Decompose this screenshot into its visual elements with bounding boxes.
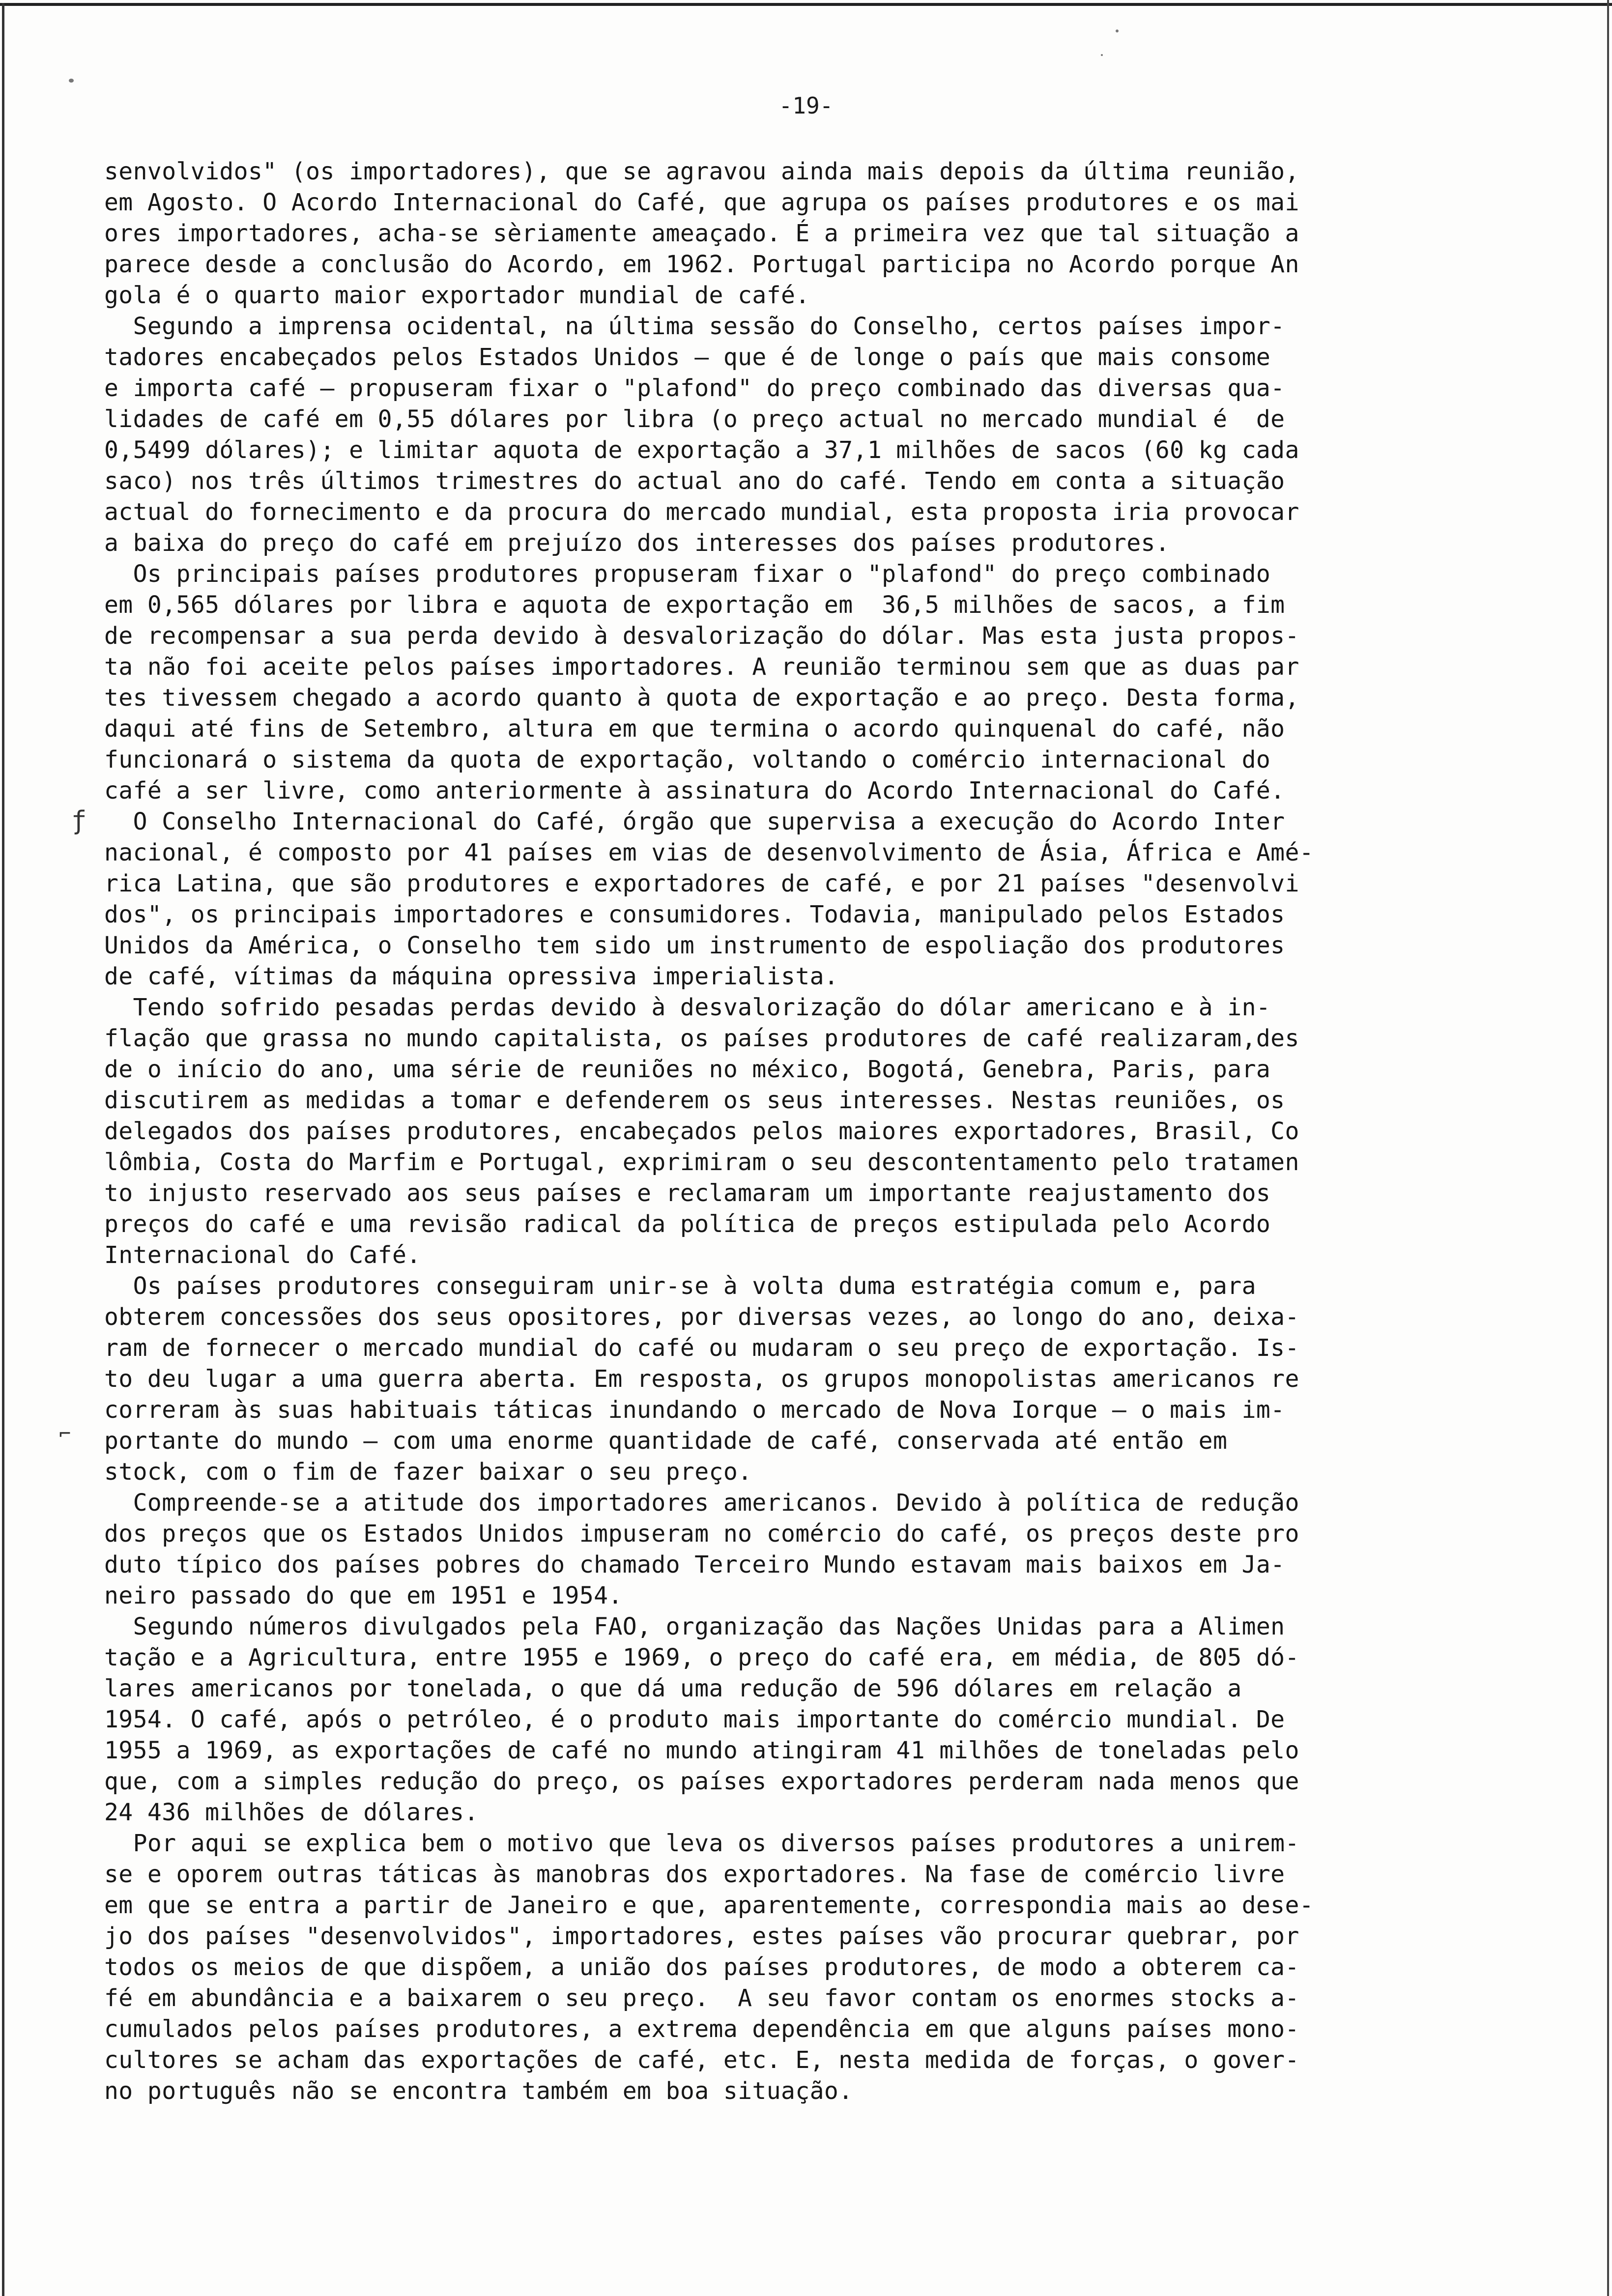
text-line: jo dos países "desenvolvidos", importadores, estes países vão procurar quebrar, por [104,1923,1299,1950]
text-line: tação e a Agricultura, entre 1955 e 1969, o preço do café era, em média, de 805 dó- [104,1644,1299,1671]
text-line: O Conselho Internacional do Café, órgão que supervisa a execução do Acordo Inter [104,808,1285,835]
text-line: de o início do ano, uma série de reuniões no méxico, Bogotá, Genebra, Paris, para [104,1056,1271,1083]
scan-speck [1101,54,1103,56]
text-line: café a ser livre, como anteriormente à assinatura do Acordo Internacional do Café. [104,777,1285,804]
text-line: em 0,565 dólares por libra e aquota de exportação em 36,5 milhões de sacos, a fim [104,591,1285,619]
text-line: Segundo a imprensa ocidental, na última sessão do Conselho, certos países impor- [104,313,1285,340]
text-line: discutirem as medidas a tomar e defenderem os seus interesses. Nestas reuniões, os [104,1087,1285,1114]
text-line: actual do fornecimento e da procura do mercado mundial, esta proposta iria provocar [104,498,1299,526]
text-line: Tendo sofrido pesadas perdas devido à desvalorização do dólar americano e à in- [104,994,1271,1021]
text-line: flação que grassa no mundo capitalista, os países produtores de café realizaram,des [104,1025,1299,1052]
text-line: todos os meios de que dispõem, a união dos países produtores, de modo a obterem ca- [104,1953,1299,1981]
text-line: dos preços que os Estados Unidos impuseram no comércio do café, os preços deste pro [104,1520,1299,1548]
text-line: 0,5499 dólares); e limitar aquota de exportação a 37,1 milhões de sacos (60 kg cada [104,436,1299,464]
margin-mark-left: ƒ [71,806,87,835]
text-line: 1955 a 1969, as exportações de café no mundo atingiram 41 milhões de toneladas pelo [104,1737,1299,1764]
scan-speck [69,79,74,83]
page-number: -19- [778,92,834,119]
text-line: que, com a simples redução do preço, os países exportadores perderam nada menos que [104,1768,1299,1795]
text-line: duto típico dos países pobres do chamado Terceiro Mundo estavam mais baixos em Ja- [104,1551,1285,1578]
text-line: 24 436 milhões de dólares. [104,1799,479,1826]
text-line: stock, com o fim de fazer baixar o seu preço. [104,1458,752,1486]
text-line: Os principais países produtores propuseram fixar o "plafond" do preço combinado [104,560,1271,588]
text-line: 1954. O café, após o petróleo, é o produto mais importante do comércio mundial. De [104,1706,1285,1733]
text-line: ores importadores, acha-se sèriamente ameaçado. É a primeira vez que tal situação a [104,220,1299,247]
text-line: Segundo números divulgados pela FAO, organização das Nações Unidas para a Alimen [104,1613,1285,1640]
text-line: ram de fornecer o mercado mundial do café ou mudaram o seu preço de exportação. Is- [104,1334,1299,1362]
text-line: lômbia, Costa do Marfim e Portugal, exprimiram o seu descontentamento pelo tratamen [104,1148,1299,1176]
text-line: to deu lugar a uma guerra aberta. Em resposta, os grupos monopolistas americanos re [104,1365,1299,1393]
text-line: no português não se encontra também em boa situação. [104,2077,853,2105]
text-line: de recompensar a sua perda devido à desvalorização do dólar. Mas esta justa propos- [104,622,1299,650]
text-line: fé em abundância e a baixarem o seu preço. A seu favor contam os enormes stocks a- [104,1984,1299,2012]
text-line: daqui até fins de Setembro, altura em que termina o acordo quinquenal do café, não [104,715,1285,743]
text-line: se e oporem outras táticas às manobras dos exportadores. Na fase de comércio livre [104,1861,1285,1888]
article-body [104,156,1598,2107]
scan-edge-top [0,3,1612,6]
text-line: tadores encabeçados pelos Estados Unidos — que é de longe o país que mais consome [104,344,1271,371]
text-line: Por aqui se explica bem o motivo que leva os diversos países produtores a unirem- [104,1830,1299,1857]
text-line: cumulados pelos países produtores, a extrema dependência em que alguns países mono- [104,2015,1299,2043]
text-line: rica Latina, que são produtores e exportadores de café, e por 21 países "desenvolvi [104,870,1299,897]
text-line: Internacional do Café. [104,1241,421,1269]
text-line: Compreende-se a atitude dos importadores americanos. Devido à política de redução [104,1489,1299,1517]
text-line: portante do mundo — com uma enorme quantidade de café, conservada até então em [104,1427,1228,1455]
text-line: saco) nos três últimos trimestres do actual ano do café. Tendo em conta a situação [104,467,1285,495]
text-line: Os países produtores conseguiram unir-se à volta duma estratégia comum e, para [104,1272,1256,1300]
text-line: nacional, é composto por 41 países em vias de desenvolvimento de Ásia, África e Amé- [104,839,1314,866]
text-line: em Agosto. O Acordo Internacional do Café, que agrupa os países produtores e os mai [104,189,1299,216]
text-line: cultores se acham das exportações de café, etc. E, nesta medida de forças, o gover- [104,2046,1299,2074]
text-line: de café, vítimas da máquina opressiva imperialista. [104,963,839,990]
text-line: lares americanos por tonelada, o que dá uma redução de 596 dólares em relação a [104,1675,1242,1702]
text-line: to injusto reservado aos seus países e reclamaram um importante reajustamento dos [104,1179,1271,1207]
text-line: Unidos da América, o Conselho tem sido um instrumento de espoliação dos produtores [104,932,1285,959]
text-line: funcionará o sistema da quota de exportação, voltando o comércio internacional do [104,746,1271,774]
text-line: obterem concessões dos seus opositores, por diversas vezes, ao longo do ano, deixa- [104,1303,1299,1331]
scan-edge-right [1607,0,1609,2296]
text-line: em que se entra a partir de Janeiro e que, aparentemente, correspondia mais ao dese- [104,1892,1314,1919]
text-line: correram às suas habituais táticas inundando o mercado de Nova Iorque — o mais im- [104,1396,1285,1424]
text-line: a baixa do preço do café em prejuízo dos interesses dos países produtores. [104,529,1170,557]
text-line: preços do café e uma revisão radical da política de preços estipulada pelo Acordo [104,1210,1271,1238]
text-line: ta não foi aceite pelos países importadores. A reunião terminou sem que as duas par [104,653,1299,681]
text-line: tes tivessem chegado a acordo quanto à quota de exportação e ao preço. Desta forma, [104,684,1299,712]
text-line: e importa café — propuseram fixar o "plafond" do preço combinado das diversas qua- [104,374,1285,402]
text-line: lidades de café em 0,55 dólares por libra (o preço actual no mercado mundial é de [104,405,1285,433]
text-line: dos", os principais importadores e consumidores. Todavia, manipulado pelos Estados [104,901,1285,928]
text-line: gola é o quarto maior exportador mundial de café. [104,282,810,309]
scan-edge-left [2,3,4,2296]
text-line: delegados dos países produtores, encabeçados pelos maiores exportadores, Brasil, Co [104,1118,1299,1145]
text-line: senvolvidos" (os importadores), que se agravou ainda mais depois da última reunião, [104,158,1299,185]
scan-speck [1116,29,1119,32]
text-line: parece desde a conclusão do Acordo, em 1962. Portugal participa no Acordo porque An [104,251,1299,278]
margin-mark-left-arrow: ⌐ [59,1423,71,1445]
text-line: neiro passado do que em 1951 e 1954. [104,1582,623,1609]
